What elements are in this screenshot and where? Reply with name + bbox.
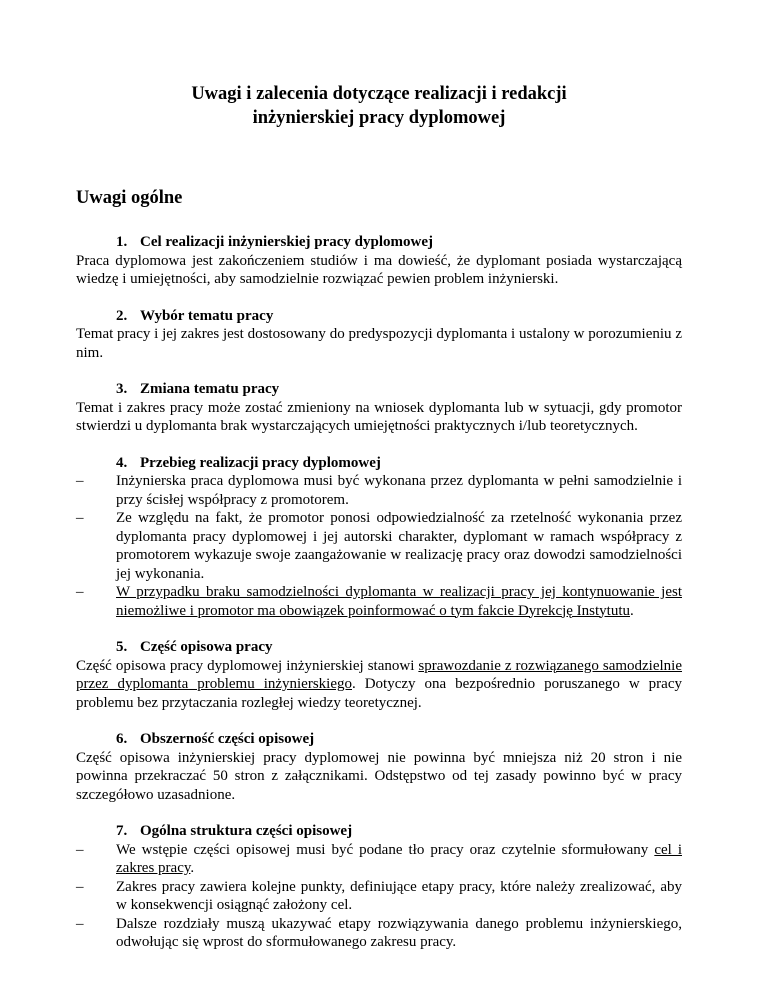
item-heading-text: Przebieg realizacji pracy dyplomowej xyxy=(140,454,381,471)
item-number: 2. xyxy=(116,307,128,324)
item-6 xyxy=(76,730,682,804)
title-line-1: Uwagi i zalecenia dotyczące realizacji i redakcji xyxy=(191,84,567,104)
dash-marker: – xyxy=(76,878,84,895)
item-4-heading xyxy=(76,454,682,473)
item-heading-text: Wybór tematu pracy xyxy=(140,307,274,324)
dash-marker: – xyxy=(76,841,84,858)
item-1 xyxy=(76,233,682,289)
bullet-text: Ze względu na fakt, że promotor ponosi odpowiedzialność za rzetelność wykonania przez dyplomanta pracy dyplomowej i jej autorski charakter, dyplomant w ramach współpracy z promotorem wykazuje swoje zaangażowanie w realizację pracy oraz dowodzi samodzielności jej wykonania. xyxy=(116,510,682,582)
item-1-text: Praca dyplomowa jest zakończeniem studiów i ma dowieść, że dyplomant posiada wystarczającą wiedzę i umiejętności, aby samodzielnie rozwiązać pewien problem inżynierski. xyxy=(76,252,682,287)
item-heading-text: Cel realizacji inżynierskiej pracy dyplomowej xyxy=(140,234,433,250)
title-line-2: inżynierskiej pracy dyplomowej xyxy=(252,108,506,128)
item-7-heading xyxy=(76,822,682,841)
bullet-item xyxy=(76,472,682,509)
underlined-text: sprawozdanie z rozwiązanego samodzielnie przez dyplomanta problemu inżynierskiego xyxy=(76,657,682,692)
bullet-text: Inżynierska praca dyplomowa musi być wykonana przez dyplomanta w pełni samodzielnie i przy ścisłej współpracy z promotorem. xyxy=(116,473,682,508)
item-heading-text: Obszerność części opisowej xyxy=(140,731,315,747)
item-7 xyxy=(76,822,682,952)
bullet-text: Zakres pracy zawiera kolejne punkty, definiujące etapy pracy, które należy zrealizować, aby w konsekwencji osiągnąć założony cel. xyxy=(116,878,682,913)
item-1-heading xyxy=(76,233,682,252)
item-4 xyxy=(76,454,682,621)
item-number: 3. xyxy=(116,381,128,397)
underlined-text: cel i zakres pracy xyxy=(116,841,682,876)
bullet-item xyxy=(76,509,682,583)
item-number: 4. xyxy=(116,454,128,471)
text-part: . Dotyczy ona bezpośrednio poruszanego w pracy problemu bez przytaczania rozległej wiedzy teoretycznej. xyxy=(76,676,682,711)
item-7-bullets xyxy=(76,841,682,952)
dash-marker: – xyxy=(76,510,84,526)
item-number: 7. xyxy=(116,823,128,839)
bullet-end-punct: . xyxy=(630,602,634,619)
item-3-heading xyxy=(76,380,682,399)
bullet-item xyxy=(76,583,682,620)
bullet-item xyxy=(76,841,682,878)
bullet-text: Dalsze rozdziały muszą ukazywać etapy rozwiązywania danego problemu inżynierskiego, odwołując się wprost do sformułowanego zakresu pracy. xyxy=(116,915,682,950)
item-4-bullets xyxy=(76,472,682,620)
bullet-end-punct: . xyxy=(190,860,195,876)
item-2-heading xyxy=(76,307,682,326)
item-2-text: Temat pracy i jej zakres jest dostosowany do predyspozycji dyplomanta i ustalony w porozumieniu z nim. xyxy=(76,326,682,361)
bullet-text: We wstępie części opisowej musi być podane tło pracy oraz czytelnie sformułowany xyxy=(116,841,655,858)
item-number: 1. xyxy=(116,234,128,250)
dash-marker: – xyxy=(76,473,84,489)
item-3 xyxy=(76,380,682,436)
item-heading-text: Część opisowa pracy xyxy=(140,639,273,655)
text-part: Część opisowa pracy dyplomowej inżynierskiej stanowi xyxy=(76,657,419,674)
item-3-text: Temat i zakres pracy może zostać zmieniony na wniosek dyplomanta lub w sytuacji, gdy promotor stwierdzi u dyplomanta brak wystarczających umiejętności praktycznych i/lub teoretycznych. xyxy=(76,399,682,434)
item-6-text: Część opisowa inżynierskiej pracy dyplomowej nie powinna być mniejsza niż 20 stron i nie powinna przekraczać 50 stron z załącznikami. Odstępstwo od tej zasady powinno być w pracy szczegółowo uzasadnione. xyxy=(76,749,682,803)
item-number: 5. xyxy=(116,639,128,655)
item-5 xyxy=(76,638,682,712)
item-2 xyxy=(76,307,682,363)
bullet-item xyxy=(76,878,682,915)
item-6-heading xyxy=(76,730,682,749)
bullet-text-underlined: W przypadku braku samodzielności dyplomanta w realizacji pracy jej kontynuowanie jest niemożliwe i promotor ma obowiązek poinformować o tym fakcie Dyrekcję Instytutu xyxy=(116,584,682,619)
document-title xyxy=(76,0,682,130)
item-heading-text: Zmiana tematu pracy xyxy=(140,381,280,397)
item-5-heading xyxy=(76,638,682,657)
item-5-text xyxy=(76,657,682,713)
item-heading-text: Ogólna struktura części opisowej xyxy=(140,823,353,839)
item-number: 6. xyxy=(116,731,128,747)
dash-marker: – xyxy=(76,915,84,932)
dash-marker: – xyxy=(76,584,84,600)
bullet-item xyxy=(76,915,682,952)
section-heading: Uwagi ogólne xyxy=(76,188,183,208)
